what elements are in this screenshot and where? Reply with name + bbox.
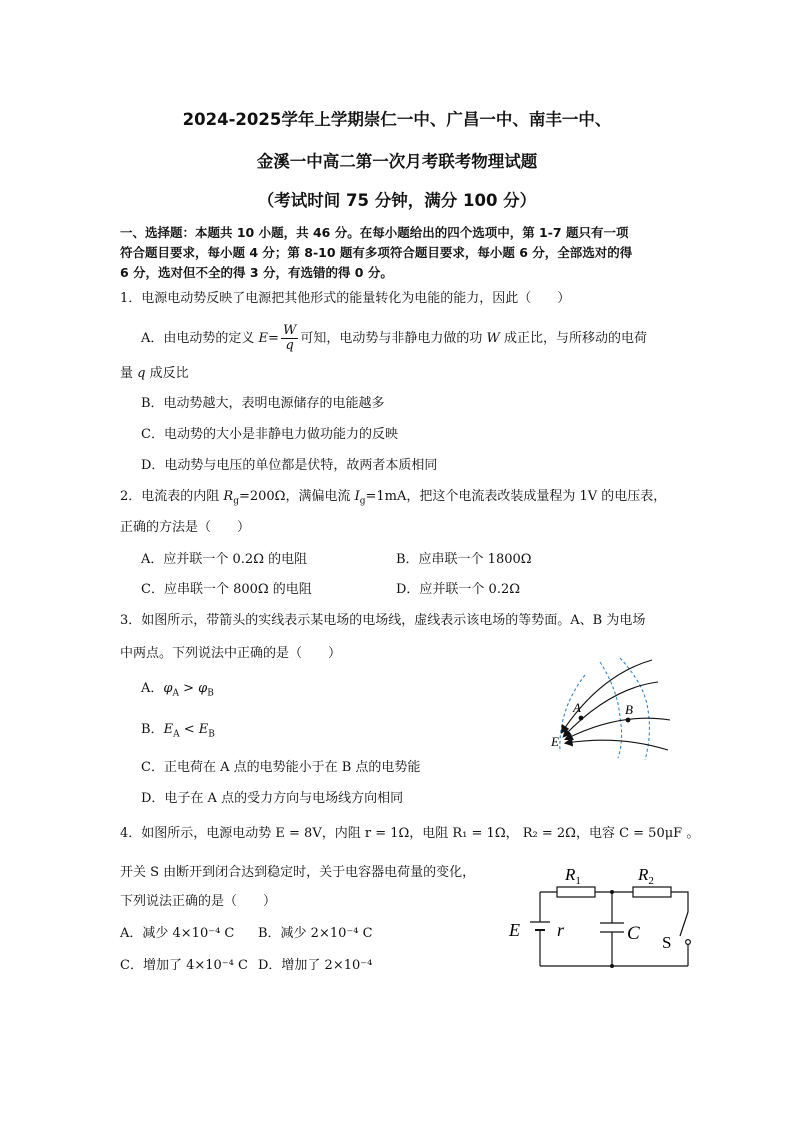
section-header-2: 符合题目要求，每小题 4 分；第 8-10 题有多项符合题目要求，每小题 6 分，全部选对的得 [120,245,633,260]
q2-stem: 2．电流表的内阻 $R_g=200\Omega$，满偏电流 $I_g=1mA$，把这个电流表改装成量程为 1V 的电压表， [120,489,667,507]
title-line-3: （考试时间 75 分钟，满分 100 分） [257,191,537,210]
emf-label: E [509,920,520,940]
q3-stem: 3．如图所示，带箭头的实线表示某电场的电场线，虚线表示该电场的等势面。A、B 为电场 [120,613,646,628]
junction-bottom [610,964,614,968]
q4-option-b: B．减少 2×10⁻⁴ C [258,926,373,941]
q1-option-b: B．电动势越大，表明电源储存的电能越多 [141,396,385,411]
q3-option-b: B．$E_A < E_B$ [141,722,215,740]
q3-option-c: C．正电荷在 A 点的电势能小于在 B 点的电势能 [141,760,421,775]
q1-fraction: $\frac{W}{q}$ [282,323,297,353]
q4-stem-2: 开关 S 由断开到闭合达到稳定时，关于电容器电荷量的变化， [120,865,476,880]
q1-option-a-cont: 量 q 成反比 [120,366,189,381]
point-e-label: E [551,734,559,749]
resistor-r1 [557,887,595,897]
field-line-3 [566,718,670,739]
switch-label: S [662,933,672,952]
q1-option-d: D．电动势与电压的单位都是伏特，故两者本质相同 [141,458,438,473]
q2-option-c: C．应串联一个 800Ω 的电阻 [141,582,312,597]
q3-option-d: D．电子在 A 点的受力方向与电场线方向相同 [141,791,404,806]
q3-option-a: A．$\varphi_A > \varphi_B$ [141,681,214,699]
point-a [579,716,584,721]
q4-stem: 4．如图所示，电源电动势 E = 8V，内阻 r = 1Ω，电阻 R₁ = 1Ω， R₂ = 2Ω，电容 C = 50μF 。 [120,826,700,841]
q4-stem-3: 下列说法正确的是（ ） [120,894,277,909]
internal-r-label: r [557,920,565,940]
q2-option-b: B．应串联一个 1800Ω [396,552,532,567]
point-b-label: B [625,702,633,717]
switch-s [680,912,688,936]
point-a-label: A [573,700,581,715]
switch-terminal [686,940,691,945]
resistor-r2 [633,887,671,897]
q4-option-a: A．减少 4×10⁻⁴ C [120,926,235,941]
section-header-1: 一、选择题：本题共 10 小题，共 46 分。在每小题给出的四个选项中，第 1-7 题只有一项 [120,225,629,240]
section-header-3: 6 分，选对但不全的得 3 分，有选错的得 0 分。 [120,265,393,280]
junction-top [610,890,614,894]
point-b [626,718,631,723]
q1-stem: 1．电源电动势反映了电源把其他形式的能量转化为电能的能力，因此（ ） [120,291,571,306]
q2-option-a: A．应并联一个 0.2Ω 的电阻 [141,552,308,567]
r2-label: $R_2$ [638,865,654,887]
equipotential-line-2 [600,662,622,758]
capacitor-label: C [627,923,640,944]
field-line-1 [562,660,652,732]
electric-field-diagram [540,650,690,760]
q4-option-d: D．增加了 2×10⁻⁴ [258,958,373,973]
r1-label: $R_1$ [565,865,581,887]
title-line-2: 金溪一中高二第一次月考联考物理试题 [256,152,538,171]
q3-stem-2: 中两点。下列说法中正确的是（ ） [120,646,342,661]
field-line-4 [566,740,668,750]
q4-option-c: C．增加了 4×10⁻⁴ C [120,958,248,973]
q2-stem-2: 正确的方法是（ ） [120,520,251,535]
title-line-1: 2024-2025学年上学期崇仁一中、广昌一中、南丰一中、 [182,110,612,129]
q1-option-c: C．电动势的大小是非静电力做功能力的反映 [141,427,398,442]
circuit-diagram [505,860,695,970]
q1-option-a: A．由电动势的定义 E= $\frac{W}{q}$ 可知，电动势与非静电力做的功 W 成正比，与所移动的电荷 [141,323,647,353]
q2-option-d: D．应并联一个 0.2Ω [396,582,521,597]
